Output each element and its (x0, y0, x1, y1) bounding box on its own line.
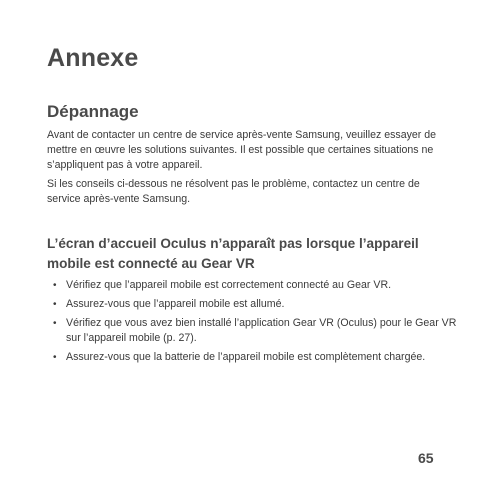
intro-paragraph: Avant de contacter un centre de service après-vente Samsung, veuillez essayer de mettre en œuvre les solutions suivantes. Il est possible que certaines situations ne s’appliquent pas à votre appareil. (47, 129, 437, 171)
bullet-icon: • (53, 299, 57, 310)
checklist-item (47, 297, 457, 312)
bullet-icon: • (53, 280, 57, 291)
intro-text (47, 128, 447, 211)
checklist-item-text: Vérifiez que vous avez bien installé l’application Gear VR (Oculus) pour le Gear VR sur l’appareil mobile (p. 27). (66, 317, 457, 344)
bullet-icon: • (53, 352, 57, 363)
checklist-item (47, 350, 457, 365)
troubleshooting-checklist (47, 278, 457, 369)
issue-title: L’écran d’accueil Oculus n’apparaît pas lorsque l’appareil mobile est connecté au Gear VR (47, 236, 419, 271)
checklist-item-text: Assurez-vous que l’appareil mobile est allumé. (66, 298, 285, 310)
section-title: Dépannage (47, 102, 139, 121)
checklist-item-text: Vérifiez que l’appareil mobile est correctement connecté au Gear VR. (66, 279, 392, 291)
checklist-item (47, 278, 457, 293)
checklist-item (47, 316, 457, 346)
intro-paragraph: Si les conseils ci-dessous ne résolvent pas le problème, contactez un centre de service après-vente Samsung. (47, 178, 420, 205)
bullet-icon: • (53, 318, 57, 329)
chapter-title: Annexe (47, 44, 139, 72)
checklist-item-text: Assurez-vous que la batterie de l’appareil mobile est complètement chargée. (66, 351, 426, 363)
page-number: 65 (418, 450, 434, 466)
